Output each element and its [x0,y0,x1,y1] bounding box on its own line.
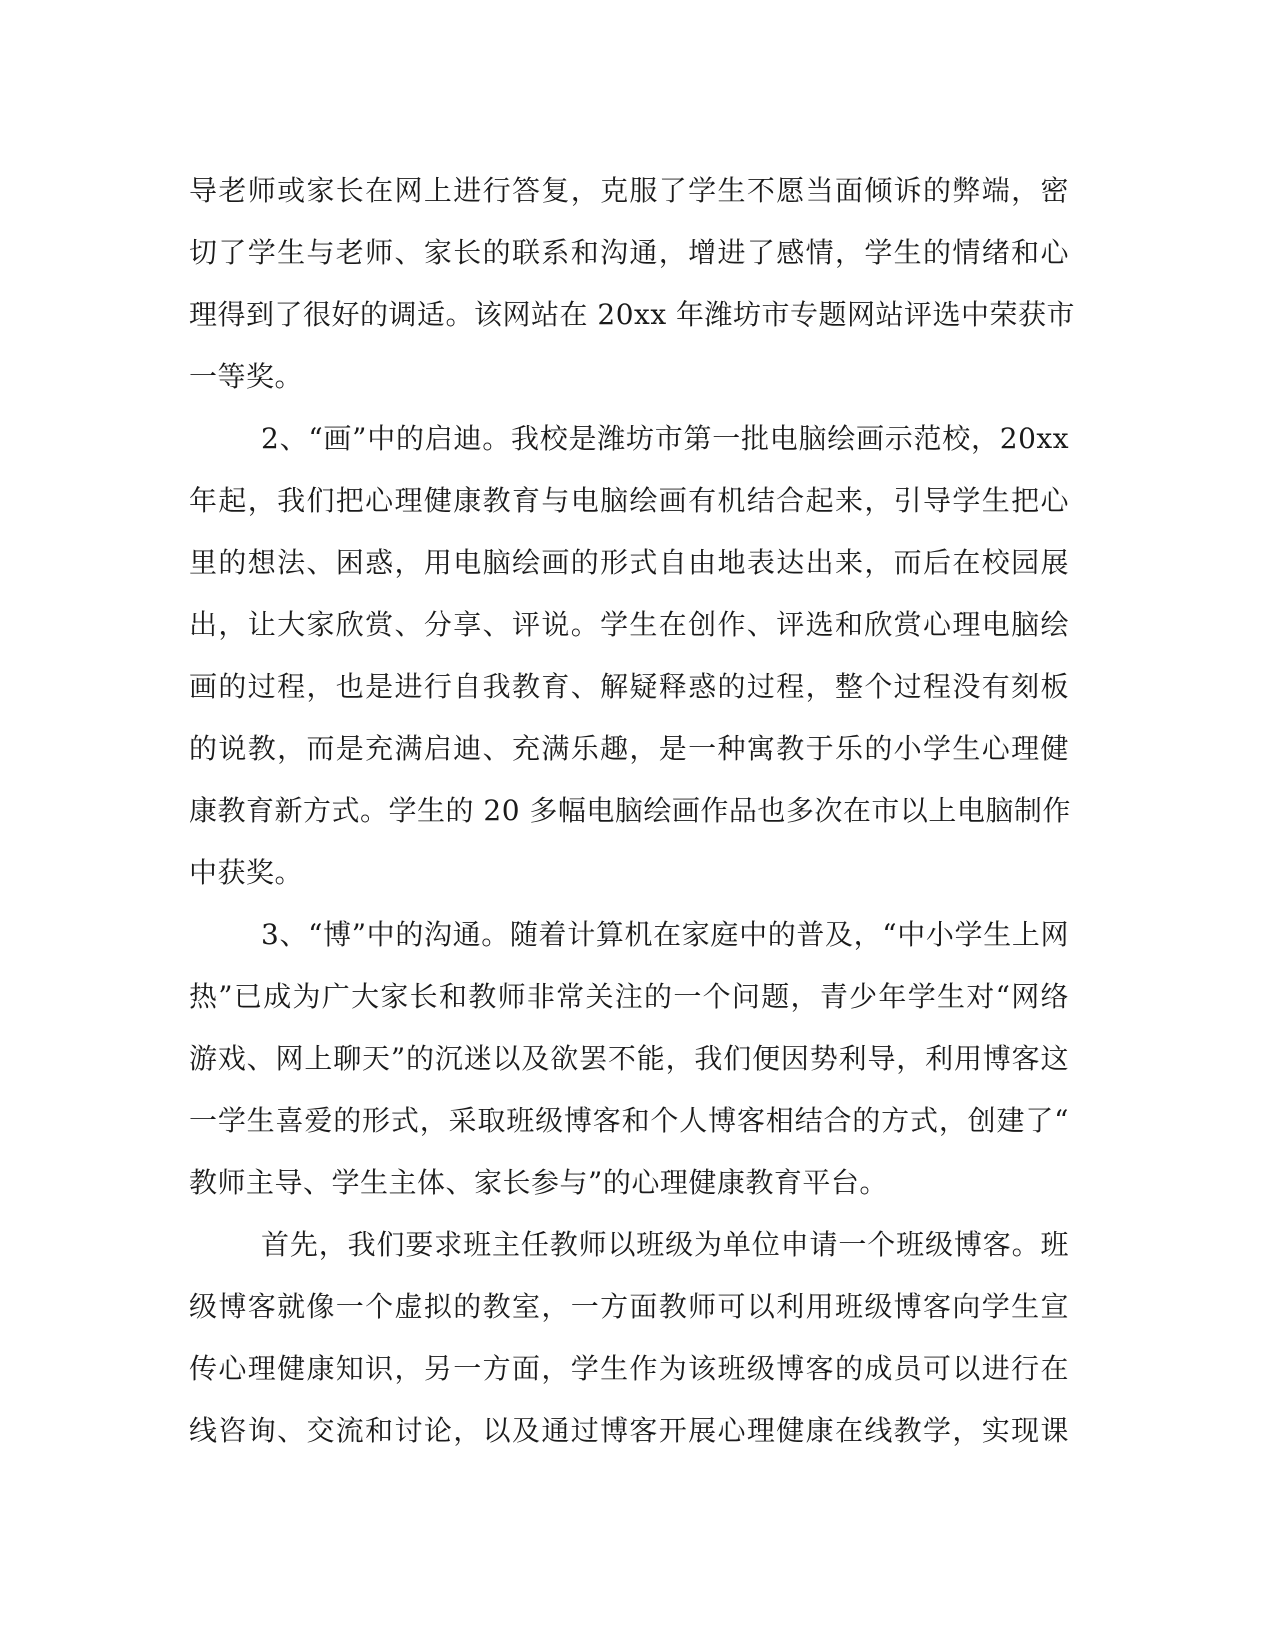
body-text [189,160,1076,1462]
text-line: 中获奖。 [189,856,304,889]
text-line: 热”已成为广大家长和教师非常关注的一个问题，青少年学生对“网络 [189,980,1069,1013]
text-line: 年起，我们把心理健康教育与电脑绘画有机结合起来，引导学生把心 [189,484,1069,517]
paragraph-first-line: 3、“博”中的沟通。随着计算机在家庭中的普及，“中小学生上网 [261,918,1069,951]
text-line: 线咨询、交流和讨论，以及通过博客开展心理健康在线教学，实现课 [189,1414,1069,1447]
text-line: 切了学生与老师、家长的联系和沟通，增进了感情，学生的情绪和心 [189,236,1069,269]
text-line: 一等奖。 [189,360,304,393]
text-line: 级博客就像一个虚拟的教室，一方面教师可以利用班级博客向学生宣 [189,1290,1069,1323]
paragraph-first-line: 2、“画”中的启迪。我校是潍坊市第一批电脑绘画示范校，20xx [261,422,1069,455]
text-line: 理得到了很好的调适。该网站在 20xx 年潍坊市专题网站评选中荣获市 [189,298,1076,331]
text-line: 出，让大家欣赏、分享、评说。学生在创作、评选和欣赏心理电脑绘 [189,608,1069,641]
text-line: 一学生喜爱的形式，采取班级博客和个人博客相结合的方式，创建了“ [189,1104,1069,1137]
text-line: 教师主导、学生主体、家长参与”的心理健康教育平台。 [189,1166,888,1199]
text-line: 康教育新方式。学生的 20 多幅电脑绘画作品也多次在市以上电脑制作 [189,794,1071,827]
text-line: 画的过程，也是进行自我教育、解疑释惑的过程，整个过程没有刻板 [189,670,1069,703]
text-line: 导老师或家长在网上进行答复，克服了学生不愿当面倾诉的弊端，密 [189,174,1069,207]
text-line: 游戏、网上聊天”的沉迷以及欲罢不能，我们便因势利导，利用博客这 [189,1042,1069,1075]
text-line: 的说教，而是充满启迪、充满乐趣，是一种寓教于乐的小学生心理健 [189,732,1069,765]
text-line: 里的想法、困惑，用电脑绘画的形式自由地表达出来，而后在校园展 [189,546,1069,579]
paragraph-first-line: 首先，我们要求班主任教师以班级为单位申请一个班级博客。班 [261,1228,1069,1261]
text-line: 传心理健康知识，另一方面，学生作为该班级博客的成员可以进行在 [189,1352,1069,1385]
